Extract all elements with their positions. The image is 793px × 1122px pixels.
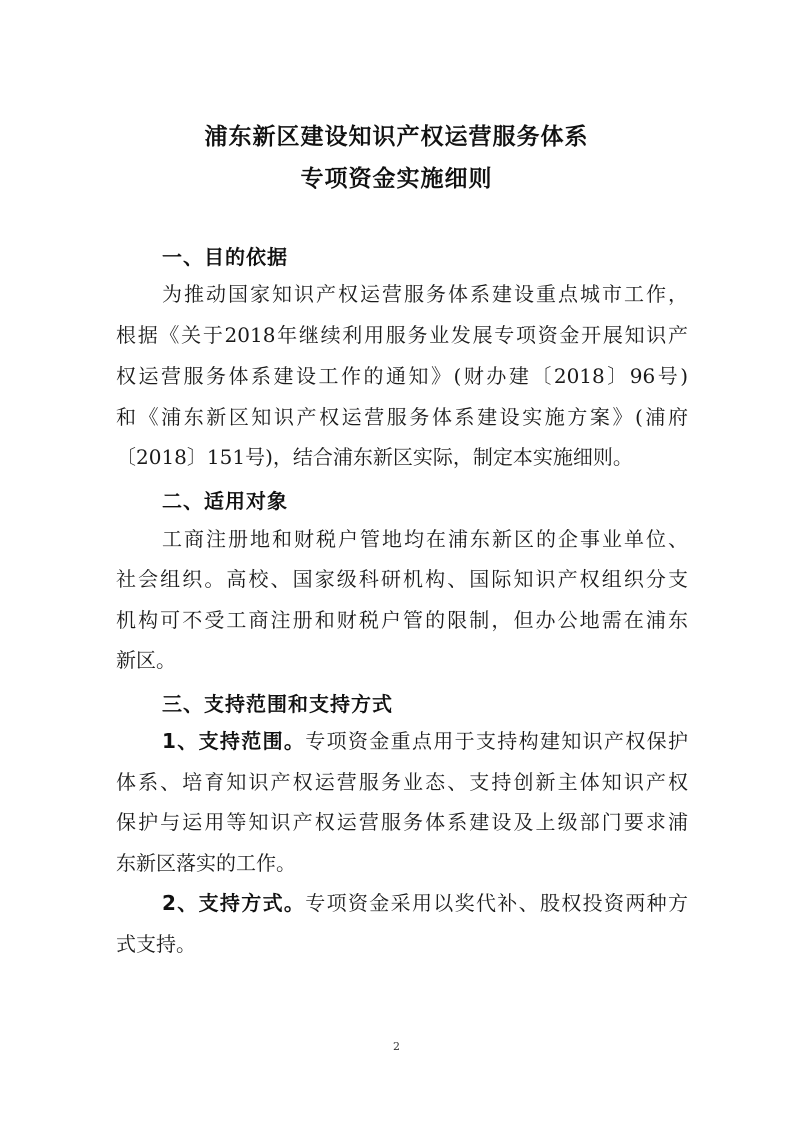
paragraph-line: 根据《关于2018年继续利用服务业发展专项资金开展知识产	[116, 323, 688, 347]
support-scope-label: 1、支持范围。	[162, 729, 306, 753]
paragraph-line: 式支持。	[116, 932, 196, 956]
paragraph-line: 权运营服务体系建设工作的通知》(财办建〔2018〕96号)	[116, 364, 688, 388]
section-heading-support: 三、支持范围和支持方式	[162, 692, 393, 716]
paragraph-line: 社会组织。高校、国家级科研机构、国际知识产权组织分支	[116, 567, 688, 591]
paragraph-line: 新区。	[116, 648, 176, 672]
paragraph-line: 体系、培育知识产权运营服务业态、支持创新主体知识产权	[116, 770, 688, 794]
section-heading-applicable: 二、适用对象	[162, 489, 288, 513]
paragraph-line: 〔2018〕151号)，结合浦东新区实际，制定本实施细则。	[116, 445, 633, 469]
support-scope-text: 专项资金重点用于支持构建知识产权保护	[305, 729, 689, 753]
support-method-text: 专项资金采用以奖代补、股权投资两种方	[305, 891, 689, 915]
document-title-line1: 浦东新区建设知识产权运营服务体系	[204, 124, 589, 150]
paragraph-line: 保护与运用等知识产权运营服务体系建设及上级部门要求浦	[116, 810, 688, 834]
page-number: 2	[393, 1040, 400, 1053]
paragraph-line: 工商注册地和财税户管地均在浦东新区的企事业单位、	[162, 527, 688, 551]
support-method-first-line	[162, 890, 688, 916]
paragraph-line: 和《浦东新区知识产权运营服务体系建设实施方案》(浦府	[116, 405, 688, 429]
section-heading-purpose: 一、目的依据	[162, 245, 288, 269]
paragraph-line: 东新区落实的工作。	[116, 851, 296, 875]
paragraph-line: 为推动国家知识产权运营服务体系建设重点城市工作，	[162, 282, 688, 306]
document-title-line2: 专项资金实施细则	[300, 166, 493, 192]
paragraph-line: 机构可不受工商注册和财税户管的限制，但办公地需在浦东	[116, 608, 688, 632]
support-scope-first-line	[162, 728, 688, 754]
support-method-label: 2、支持方式。	[162, 891, 306, 915]
